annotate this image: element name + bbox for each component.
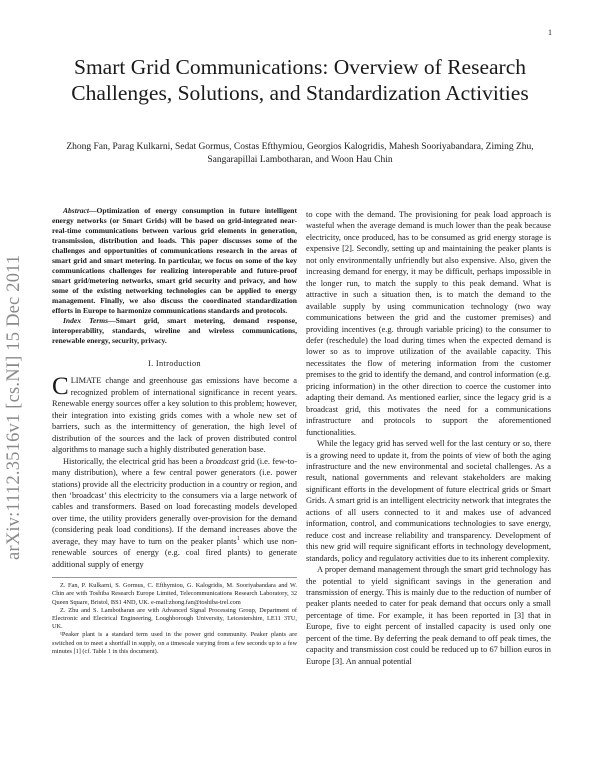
footnote-marker: 1 (236, 536, 240, 542)
paper-title: Smart Grid Communications: Overview of Research Challenges, Solutions, and Standardization Activities (71, 55, 529, 105)
intro-p2-part-a: Historically, the electrical grid has been a (63, 456, 206, 466)
footnotes (52, 577, 297, 656)
author-list: Zhong Fan, Parag Kulkarni, Sedat Gormus, Costas Efthymiou, Georgios Kalogridis, Mahesh Sooriyabandara, Ziming Zhu, Sangarapillai Lambotharan, and Woon Hau Chin (66, 142, 534, 165)
intro-p2-part-b: grid (i.e. few-to-many distribution), where a few central power generators (i.e. power stations) provide all the electricity production in a country or region, and then ‘broadcast’ this electricity to the consumers via a large network of cables and transformers. Based on load forecasting models developed over time, the utility providers generally over-provision for the demand (considering peak load conditions). If the demand increases above the average, they may have to turn on the peaker plants (52, 456, 297, 546)
arxiv-identifier-stamp: arXiv:1112.3516v1 [cs.NI] 15 Dec 2011 (4, 254, 24, 560)
drop-cap: C (52, 373, 69, 401)
index-terms-text: —Smart grid, smart metering, demand response, interoperability, standards, wireline and wireless communications, renewable energy, security, privacy. (52, 316, 297, 345)
intro-p2-emphasis: broadcast (205, 456, 239, 466)
footnote-affiliation-toshiba: Z. Fan, P. Kulkarni, S. Gormus, C. Efthymiou, G. Kalogridis, M. Sooriyabandara and W. Chin are with Toshiba Research Europe Limited, Telecommunications Research Laboratory, 32 Queen Square, Bristol, BS1 4ND, UK. e-mail:zhong.fan@toshiba-trel.com (52, 582, 297, 606)
footnote-affiliation-loughborough: Z. Zhu and S. Lambotharan are with Advanced Signal Processing Group, Department of Electronic and Electrical Engineering, Loughborough University, Leicestershire, LE11 3TU, UK. (52, 606, 297, 631)
abstract (52, 206, 297, 316)
abstract-text: —Optimization of energy consumption in future intelligent energy networks (or Smart Grids) will be based on grid-integrated near-real-time communications between various grid elements in generation, transmission, distribution and loads. This paper discusses some of the challenges and opportunities of communications research in the areas of smart grid and smart metering. In particular, we focus on some of the key communications challenges for realizing interoperable and future-proof smart grid/metering networks, smart grid security and privacy, and how some of the existing networking technologies can be applied to energy management. Finally, we also discuss the coordinated standardization efforts in Europe to harmonize communications standards and protocols. (52, 206, 297, 315)
right-column (306, 209, 551, 667)
right-paragraph-3: A proper demand management through the smart grid technology has the potential to yield significant savings in the generation and transmission of energy. This is mainly due to the reduction of number of peaker plants needed to cater for peak demand that occurs only a small percentage of time. For example, it has been reported in [3] that in Europe, five to eight percent of installed capacity is used only one percent of the time. By deferring the peak demand to off peak times, the capacity and transmission cost could be reduced up to 67 billion euros in Europe [3]. An annual potential (306, 565, 551, 666)
page-number: 1 (548, 28, 552, 37)
abstract-label: Abstract (63, 206, 89, 215)
intro-paragraph-1-text: LIMATE change and greenhouse gas emissions have become a recognized problem of international significance in recent years. Renewable energy sources offer a key solution to this problem; however, their integration into existing grids comes with a whole new set of barriers, such as the intermittency of generation, the high level of distribution of the sources and the lack of proven distributed control algorithms to manage such a highly distributed generation base. (52, 376, 297, 455)
footnote-peaker-plant: ¹Peaker plant is a standard term used in the power grid community. Peaker plants are switched on to meet a shortfall in supply, on a timescale varying from a few seconds up to a few minutes [1] (cf. Table 1 in this document). (52, 631, 297, 655)
right-paragraph-1: to cope with the demand. The provisioning for peak load approach is wasteful when the average demand is much lower than the peak because electricity, once produced, has to be consumed as grid energy storage is expensive [2]. Secondly, setting up and maintaining the peaker plants is not only environmentally unfriendly but also expensive. Also, given the increasing demand for energy, it may be difficult, perhaps impossible in the longer run, to match the supply to this peak demand. What is attractive in such a situation then, is to match the demand to the available supply by using communication technology (two way communications between the grid and the customer premises) and providing incentives (e.g. through variable pricing) to the consumer to defer (reschedule) the load during times when the expected demand is lower so as to improve utilization of the available capacity. This necessitates the flow of metering information from the customer premises to the grid to identify the demand, and control information (e.g. pricing information) in the other direction to coerce the customer into adapting their demand. As mentioned earlier, since the legacy grid is a broadcast grid, this motivates the need for a communications infrastructure and protocols to support the aforementioned functionalities. (306, 210, 551, 437)
intro-p2-part-c: which use non-renewable sources of energy (e.g. coal fired plants) to generate additional supply of energy (52, 536, 297, 569)
intro-paragraph-2 (52, 456, 297, 571)
intro-paragraph-1 (52, 375, 297, 455)
index-terms (52, 316, 297, 346)
section-heading-introduction: I. Introduction (148, 359, 201, 368)
left-column (52, 206, 297, 656)
index-terms-label: Index Terms (63, 316, 109, 325)
right-paragraph-2: While the legacy grid has served well for the last century or so, there is a growing need to update it, from the points of view of both the aging infrastructure and the new environmental and societal challenges. As a result, national governments and relevant stakeholders are making significant efforts in the development of future electrical grids or Smart Grids. A smart grid is an intelligent electricity network that integrates the actions of all users connected to it and makes use of advanced information, control, and communications technologies to save energy, reduce cost and increase reliability and transparency. Development of this new grid will require significant efforts in technology development, standards, policy and regulatory activities due to its inherent complexity. (306, 439, 551, 563)
